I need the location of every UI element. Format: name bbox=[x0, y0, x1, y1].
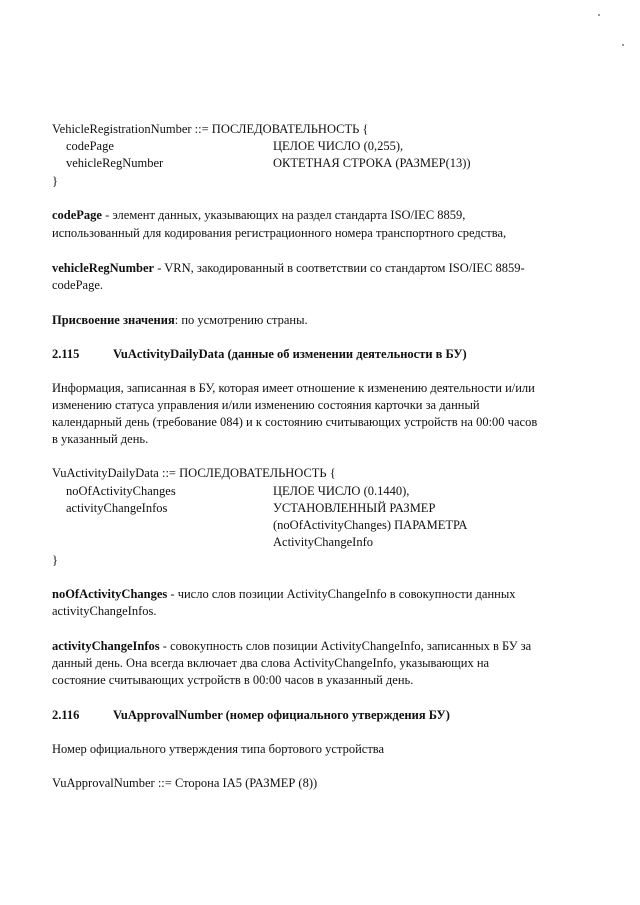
section-title: VuActivityDailyData (данные об изменении деятельности в БУ) bbox=[113, 347, 467, 361]
asn1-field-type: ActivityChangeInfo bbox=[273, 535, 373, 549]
definition-paragraph bbox=[52, 260, 525, 276]
definition-text: : по усмотрению страны. bbox=[174, 313, 308, 327]
definition-text: состояние считывающих устройств в 00:00 часов в указанный день. bbox=[52, 673, 414, 687]
body-text: в указанный день. bbox=[52, 432, 149, 446]
definition-paragraph bbox=[52, 312, 308, 328]
section-number: 2.116 bbox=[52, 708, 80, 722]
asn1-field-type: ОКТЕТНАЯ СТРОКА (РАЗМЕР(13)) bbox=[273, 156, 471, 170]
asn1-field-type: УСТАНОВЛЕННЫЙ РАЗМЕР bbox=[273, 501, 436, 515]
definition-paragraph bbox=[52, 586, 516, 602]
asn1-field-type: ЦЕЛОЕ ЧИСЛО (0,255), bbox=[273, 139, 404, 153]
asn1-declaration: VuApprovalNumber ::= Сторона IA5 (РАЗМЕР (8)) bbox=[52, 776, 318, 790]
definition-term: codePage bbox=[52, 208, 102, 222]
body-text: изменению статуса управления и/или изменению состояния карточки за данный bbox=[52, 398, 480, 412]
asn1-declaration: VuActivityDailyData ::= ПОСЛЕДОВАТЕЛЬНОСТЬ { bbox=[52, 466, 336, 480]
asn1-field-name: noOfActivityChanges bbox=[66, 484, 176, 498]
definition-text: использованный для кодирования регистрационного номера транспортного средства, bbox=[52, 226, 507, 240]
asn1-field-type: ЦЕЛОЕ ЧИСЛО (0.1440), bbox=[273, 484, 410, 498]
definition-text: - совокупность слов позиции ActivityChangeInfo, записанных в БУ за bbox=[159, 639, 532, 653]
section-number: 2.115 bbox=[52, 347, 80, 361]
asn1-closing-brace: } bbox=[52, 553, 58, 567]
definition-paragraph bbox=[52, 638, 531, 654]
scan-speck bbox=[598, 14, 600, 16]
definition-term: noOfActivityChanges bbox=[52, 587, 168, 601]
body-text: Информация, записанная в БУ, которая имеет отношение к изменению деятельности и/или bbox=[52, 381, 535, 395]
asn1-declaration: VehicleRegistrationNumber ::= ПОСЛЕДОВАТЕЛЬНОСТЬ { bbox=[52, 122, 369, 136]
asn1-field-name: vehicleRegNumber bbox=[66, 156, 164, 170]
asn1-field-name: codePage bbox=[66, 139, 114, 153]
definition-text: - VRN, закодированный в соответствии со стандартом ISO/IEC 8859- bbox=[154, 261, 525, 275]
body-text: Номер официального утверждения типа бортового устройства bbox=[52, 742, 385, 756]
asn1-field-type: (noOfActivityChanges) ПАРАМЕТРА bbox=[273, 518, 468, 532]
definition-term: Присвоение значения bbox=[52, 313, 175, 327]
definition-term: activityChangeInfos bbox=[52, 639, 160, 653]
asn1-field-name: activityChangeInfos bbox=[66, 501, 168, 515]
definition-text: - элемент данных, указывающих на раздел стандарта ISO/IEC 8859, bbox=[101, 208, 466, 222]
scan-speck bbox=[622, 44, 624, 46]
definition-paragraph bbox=[52, 207, 465, 223]
definition-text: codePage. bbox=[52, 278, 104, 292]
body-text: календарный день (требование 084) и к состоянию считывающих устройств на 00:00 часов bbox=[52, 415, 538, 429]
asn1-closing-brace: } bbox=[52, 174, 58, 188]
section-title: VuApprovalNumber (номер официального утверждения БУ) bbox=[113, 708, 450, 722]
definition-text: activityChangeInfos. bbox=[52, 604, 157, 618]
definition-text: данный день. Она всегда включает два слова ActivityChangeInfo, указывающих на bbox=[52, 656, 490, 670]
definition-term: vehicleRegNumber bbox=[52, 261, 155, 275]
definition-text: - число слов позиции ActivityChangeInfo в совокупности данных bbox=[167, 587, 516, 601]
